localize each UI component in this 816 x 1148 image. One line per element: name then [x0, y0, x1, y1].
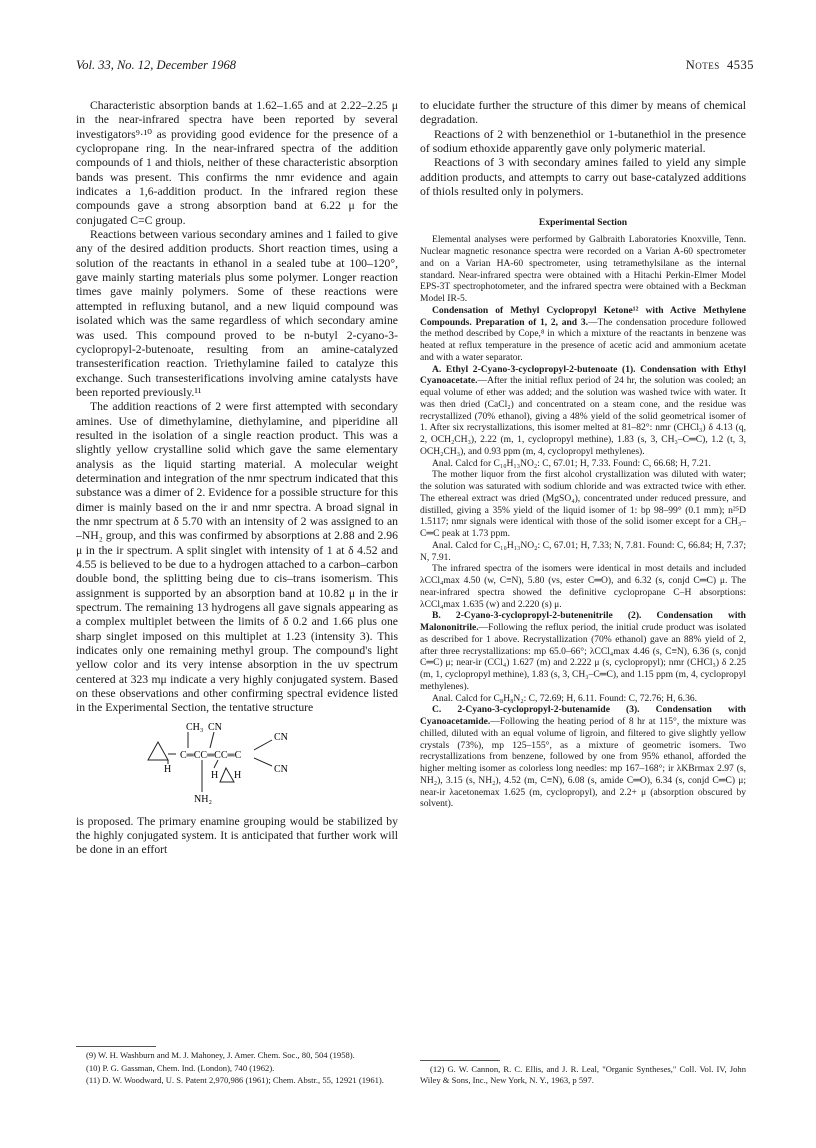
struct-main-chain: C═CC═CC═C [180, 749, 242, 761]
paragraph: Characteristic absorption bands at 1.62–1.65 and at 2.22–2.25 μ in the near-infrared spectra have been reported by several investigators⁹·¹⁰ as providing good evidence for the presence of a cyclopropane ring. In the near-infrared spectra of the addition compounds of 1 and thiols, neither of these characteristic absorption bands was present. This confirms the nmr evidence and again indicates a 1,6-addition product. In the infrared region these compounds gave a strong absorption band at 6.22 μ for the conjugated C=C group. [76, 99, 398, 227]
paragraph-text: —The condensation procedure followed the method described by Cope,⁸ in which a mixture of the reactants in benzene was heated at reflux temperature in the presence of acetic acid and ammonium acetate and with a water separator. [420, 316, 746, 363]
section-title: Experimental Section [538, 217, 628, 229]
struct-ch3: CH₃ [186, 721, 204, 733]
cyclopropane-ring [148, 742, 168, 760]
struct-h-mid: H [211, 769, 219, 781]
running-header-journal: Vol. 33, No. 12, December 1968 [76, 58, 237, 72]
struct-nh2: NH₂ [194, 793, 212, 805]
paragraph: Anal. Calcd for C₈H₈N₂: C, 72.69; H, 6.11. Found: C, 72.76; H, 6.36. [432, 692, 698, 704]
footnote: (11) D. W. Woodward, U. S. Patent 2,970,986 (1961); Chem. Abstr., 55, 12921 (1961). [86, 1075, 384, 1086]
footnote: (10) P. G. Gassman, Chem. Ind. (London), 740 (1962). [86, 1062, 275, 1073]
paragraph [420, 610, 746, 692]
right-column [420, 99, 746, 810]
subsection-heading: B. 2-Cyano-3-cyclopropyl-2-butenenitrile (2). Condensation with Malononitrile. [420, 610, 746, 634]
paragraph: is proposed. The primary enamine grouping would be stabilized by the highly conjugated system. It is anticipated that further work will be done in an effort [76, 814, 398, 857]
paragraph [420, 364, 746, 458]
paragraph [420, 704, 746, 810]
header-notes-label: Notes [685, 58, 720, 72]
paragraph-text: —Following the reflux period, the initial crude product was isolated as described for 1 above. Recrystallization (70% ethanol) gave an 88% yield of 2, after three recrystallizations: mp 65.0–66°; λCCl₄max 4.46 (s, C≡N), 6.36 (s, conjd C═C) μ; near-ir (CCl₄) 1.627 (m) and 2.222 μ (s, cyclopropyl); nmr (CHCl₃) δ 2.25 (m, 1, cyclopropyl methine), 1.83 (s, 3, CH₃–C═C), and 1.15 ppm (m, 4, cyclopropyl methylenes). [420, 622, 746, 692]
footnotes-right [420, 1060, 746, 1087]
footnote-rule [420, 1060, 500, 1061]
subsection-heading: Condensation of Methyl Cyclopropyl Ketone¹² with Active Methylene Compounds. Preparation of 1, 2, and 3. [420, 304, 746, 328]
struct-cn-lower: CN [274, 763, 288, 775]
paragraph [420, 305, 746, 364]
paragraph: Anal. Calcd for C₁₀H₁₃NO₂: C, 67.01; H, 7.33. Found: C, 66.68; H, 7.21. [432, 457, 711, 469]
paragraph: Elemental analyses were performed by Galbraith Laboratories Knoxville, Tenn. Nuclear magnetic resonance spectra were recorded on a Varian A-60 spectrometer and on a Varian HA-60 spectrometer, using tetramethylsilane as the internal standard. Near-infrared spectra were obtained with a Hitachi Perkin-Elmer Model EPS-3T spectrophotometer, and the infrared spectra were obtained with a Beckman Model IR-5. [420, 234, 746, 305]
paragraph: The mother liquor from the first alcohol crystallization was diluted with water; the solution was saturated with sodium chloride and was extracted twice with ether. The ethereal extract was dried (MgSO₄), concentrated under reduced pressure, and distilled, giving a 35% yield of the liquid isomer of 1: bp 98–99° (0.1 mm); n²⁵D 1.5117; nmr signals were identical with those of the solid isomer except for a CH₃–C═C peak at 1.73 ppm. [420, 469, 746, 540]
subsection-heading: C. 2-Cyano-3-cyclopropyl-2-butenamide (3). Condensation with Cyanoacetamide. [420, 704, 746, 728]
paragraph: The addition reactions of 2 were first attempted with secondary amines. Use of dimethylamine, diethylamine, and piperidine all resulted in the isolation of a single reaction product. This was a slightly yellow crystalline solid which gave the same elementary analysis as the liquid starting material. A molecular weight determination and integration of the nmr spectrum indicated that this substance was a dimer of 2. Evidence for a possible structure for this dimer is mainly based on the ir and nmr spectra. A broad signal in the nmr spectrum at δ 5.70 with an intensity of 2 was assigned to an –NH₂ group, and this was confirmed by absorptions at 2.88 and 2.96 μ in the ir spectrum. A split singlet with intensity of 1 at δ 4.52 and 4.55 is believed to be due to a hydrogen attached to a carbon–carbon double bond, the splitting being due to cis–trans isomerism. This assignment is supported by an absorption band at 10.82 μ in the ir spectrum. The remaining 13 hydrogens all gave signals appearing as a complex multiplet between the limits of δ 0.2 and 1.66 plus one sharp singlet imposed on this multiplet at 1.23 (intensity 3). This indicates only one remaining methyl group. The compound's light yellow color and its very intense absorption in the uv spectrum centered at 323 mμ indicate a very highly conjugated system. Based on these observations and other confirming spectral evidence listed in the Experimental Section, the tentative structure [76, 400, 398, 715]
page-number: 4535 [727, 58, 754, 72]
cyclopropane-ring-2 [220, 768, 234, 782]
paragraph: Reactions between various secondary amines and 1 failed to give any of the desired addition products. Short reaction times, using a solution of the reactants in ethanol in a sealed tube at 100–120°, gave mainly starting materials plus some polymer. Longer reaction times gave mainly polymers. Some of these reactions were attempted in refluxing butanol, and a new liquid compound was isolated which was the same regardless of which secondary amine was used. This compound proved to be n-butyl 2-cyano-3-cyclopropyl-2-butenoate, resulting from an amine-catalyzed transesterification reaction. Triethylamine failed to catalyze this exchange. Such transesterifications involving amine catalysts have been reported previously.¹¹ [76, 228, 398, 399]
struct-h-left: H [164, 763, 172, 775]
dimer-structure [76, 720, 398, 806]
footnote: (9) W. H. Washburn and M. J. Mahoney, J. Amer. Chem. Soc., 80, 504 (1958). [86, 1050, 355, 1060]
paragraph-text: —After the initial reflux period of 24 hr, the solution was cooled; an equal volume of ether was added; and the solution was washed twice with water. It was then dried (CaCl₂) and concentrated on a steam cone, and the residue was recrystallized (70% ethanol), giving a 48% yield of the solid geometrical isomer of 1. After six recrystallizations, this isomer melted at 81–82°: nmr (CHCl₃) δ 4.13 (q, 2, OCH₂CH₃), 2.22 (m, 1, cyclopropyl methine), 1.83 (s, 3, CH₃–C═C), 1.2 (t, 3, OCH₂CH₃), and 0.93 ppm (m, 4, cyclopropyl methylenes). [420, 375, 746, 457]
paragraph: to elucidate further the structure of this dimer by means of chemical degradation. [420, 99, 746, 127]
running-header-page [686, 58, 754, 73]
struct-cn-upper: CN [274, 731, 288, 743]
paragraph: Anal. Calcd for C₁₀H₁₃NO₂: C, 67.01; H, 7.33; N, 7.81. Found: C, 66.84; H, 7.37; N, 7.91. [420, 539, 746, 563]
footnote: (12) G. W. Cannon, R. C. Ellis, and J. R. Leal, "Organic Syntheses," Coll. Vol. IV, John Wiley & Sons, Inc., New York, N. Y., 1963, p 597. [420, 1064, 746, 1085]
paragraph: The infrared spectra of the isomers were identical in most details and included λCCl₄max 4.50 (w, C≡N), 5.80 (vs, ester C═O), and 6.32 (s, conjd C═C) μ. The near-infrared spectra showed the definitive cyclopropane C–H absorptions: λCCl₄max 1.635 (w) and 2.220 (s) μ. [420, 563, 746, 610]
footnote-rule [76, 1046, 156, 1047]
paragraph-text: —Following the heating period of 8 hr at 115°, the mixture was chilled, diluted with an equal volume of ligroin, and filtered to give slightly yellow crystals (73%), mp 125–155°, as a mixture of geometric isomers. Two recrystallizations from benzene, followed by one from 95% ethanol, afforded the higher melting isomer as colorless long needles: mp 167–168°; ir λKBrmax 2.97 (s, NH₂), 3.15 (s, NH₂), 4.52 (m, C≡N), 6.08 (s, amide C═O), 6.34 (s, conjd C═C) μ; near-ir λacetonemax 1.625 (m, cyclopropyl), and 2.2+ μ (absorption obscured by solvent). [420, 716, 746, 810]
struct-h-right: H [234, 769, 242, 781]
footnotes-left [76, 1046, 398, 1088]
subsection-heading: A. Ethyl 2-Cyano-3-cyclopropyl-2-butenoate (1). Condensation with Ethyl Cyanoacetate. [420, 363, 746, 387]
paragraph: Reactions of 3 with secondary amines failed to yield any simple addition products, and attempts to carry out base-catalyzed additions of thiols resulted only in polymers. [420, 156, 746, 199]
struct-cn-top: CN [208, 721, 222, 733]
paragraph: Reactions of 2 with benzenethiol or 1-butanethiol in the presence of sodium ethoxide apparently gave only polymeric material. [420, 127, 746, 156]
left-column [76, 99, 398, 858]
